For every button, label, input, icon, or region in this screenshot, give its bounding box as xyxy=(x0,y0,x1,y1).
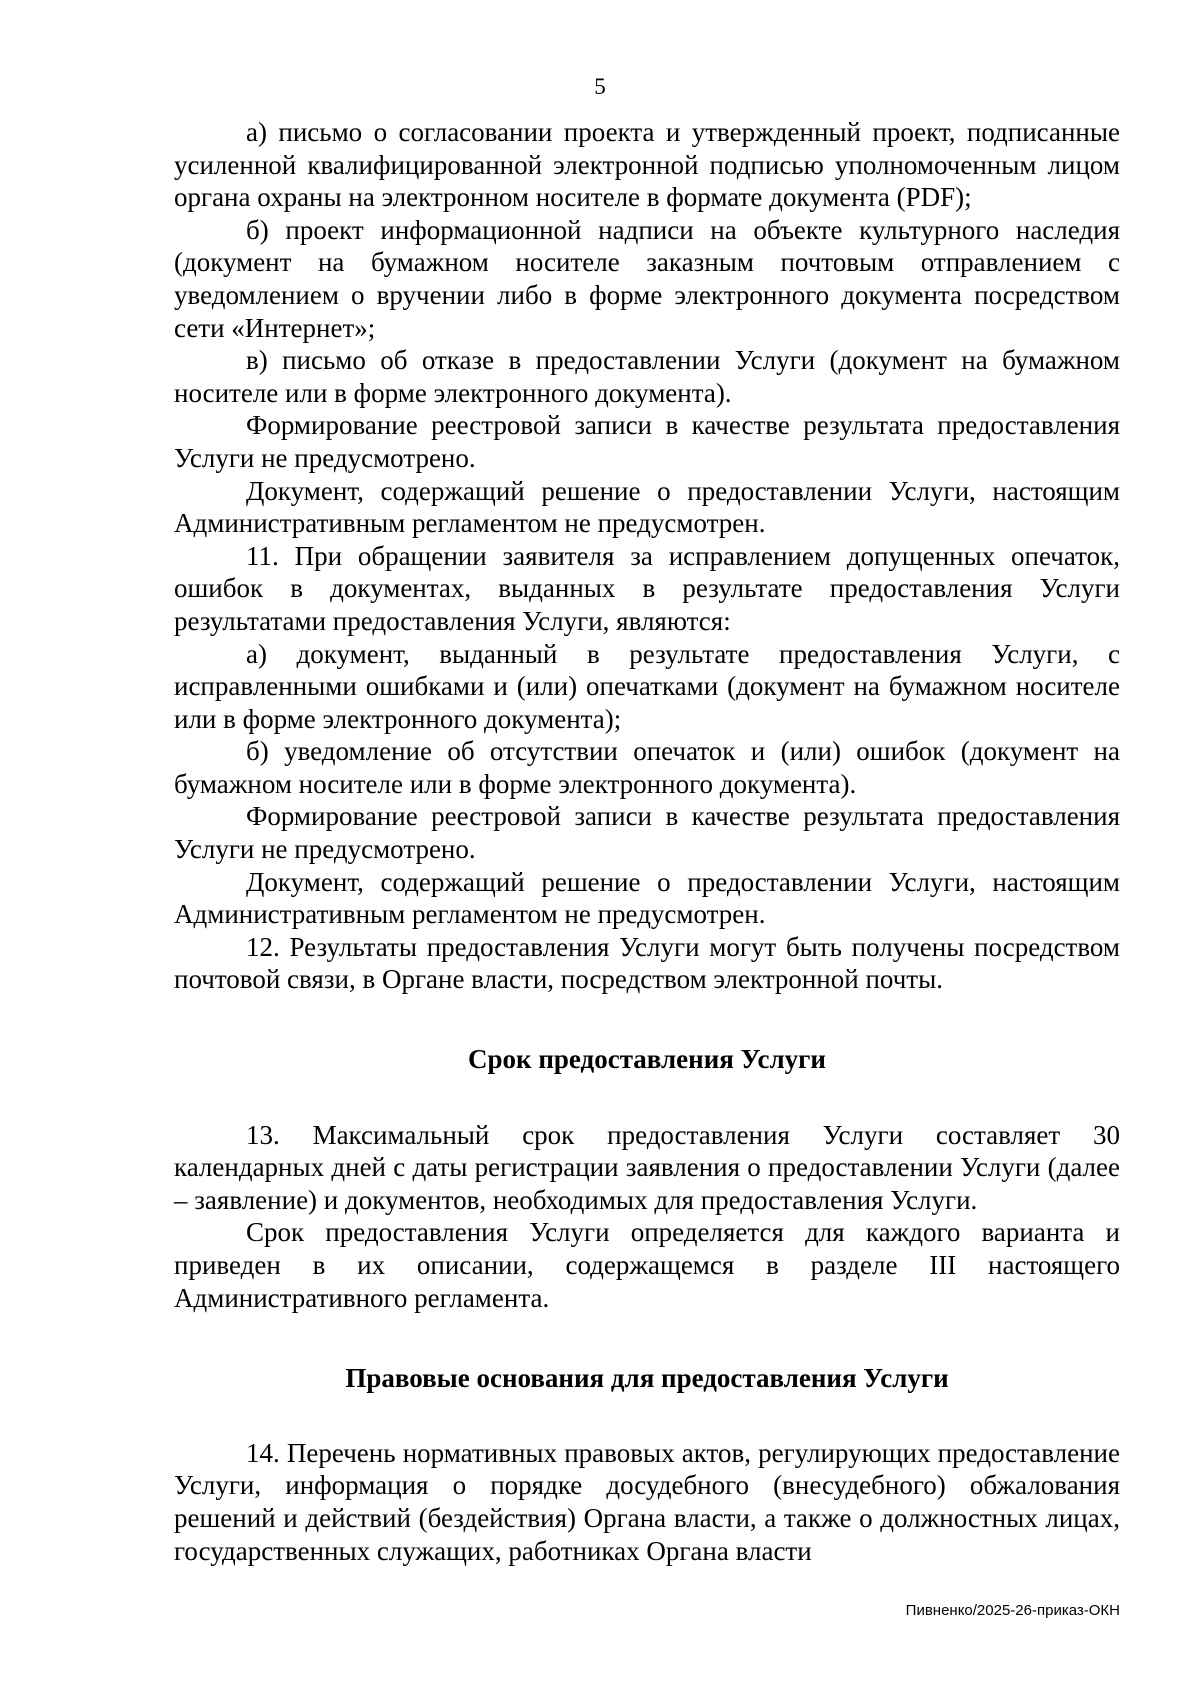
paragraph: Документ, содержащий решение о предоставлении Услуги, настоящим Административным регламентом не предусмотрен. xyxy=(174,866,1120,930)
paragraph: а) документ, выданный в результате предоставления Услуги, с исправленными ошибками и (или) опечатками (документ на бумажном носителе или в форме электронного документа); xyxy=(174,638,1120,734)
paragraph: а) письмо о согласовании проекта и утвержденный проект, подписанные усиленной квалифицированной электронной подписью уполномоченным лицом органа охраны на электронном носителе в формате документа (PDF); xyxy=(174,117,1120,213)
paragraph: 12. Результаты предоставления Услуги могут быть получены посредством почтовой связи, в Органе власти, посредством электронной почты. xyxy=(174,931,1120,995)
paragraph: 14. Перечень нормативных правовых актов, регулирующих предоставление Услуги, информация о порядке досудебного (внесудебного) обжалования решений и действий (бездействия) Органа власти, а также о должностных лицах, государственных служащих, работниках Органа власти xyxy=(174,1437,1120,1566)
paragraph: Формирование реестровой записи в качестве результата предоставления Услуги не предусмотрено. xyxy=(174,410,1120,473)
paragraph: Формирование реестровой записи в качестве результата предоставления Услуги не предусмотрено. xyxy=(174,801,1120,865)
paragraph: 11. При обращении заявителя за исправлением допущенных опечаток, ошибок в документах, выданных в результате предоставления Услуги результатами предоставления Услуги, являются: xyxy=(174,540,1120,636)
page-number: 5 xyxy=(594,74,606,99)
section-heading-service-term: Срок предоставления Услуги xyxy=(468,1044,826,1075)
paragraph: Срок предоставления Услуги определяется для каждого варианта и приведен в их описании, содержащемся в разделе III настоящего Административного регламента. xyxy=(174,1217,1120,1313)
document-body xyxy=(174,116,1120,1567)
paragraph: б) проект информационной надписи на объекте культурного наследия (документ на бумажном носителе заказным почтовым отправлением с уведомлением о вручении либо в форме электронного документа посредством сети «Интернет»; xyxy=(174,214,1120,343)
paragraph: Документ, содержащий решение о предоставлении Услуги, настоящим Административным регламентом не предусмотрен. xyxy=(174,475,1120,539)
paragraph: в) письмо об отказе в предоставлении Услуги (документ на бумажном носителе или в форме электронного документа). xyxy=(174,345,1120,408)
footer-document-code: Пивненко/2025-26-приказ-ОКН xyxy=(905,1602,1120,1619)
paragraph: 13. Максимальный срок предоставления Услуги составляет 30 календарных дней с даты регистрации заявления о предоставлении Услуги (далее – заявление) и документов, необходимых для предоставления Услуги. xyxy=(174,1119,1120,1215)
paragraph: б) уведомление об отсутствии опечаток и (или) ошибок (документ на бумажном носителе или в форме электронного документа). xyxy=(174,736,1120,799)
section-heading-legal-basis: Правовые основания для предоставления Услуги xyxy=(345,1363,949,1394)
